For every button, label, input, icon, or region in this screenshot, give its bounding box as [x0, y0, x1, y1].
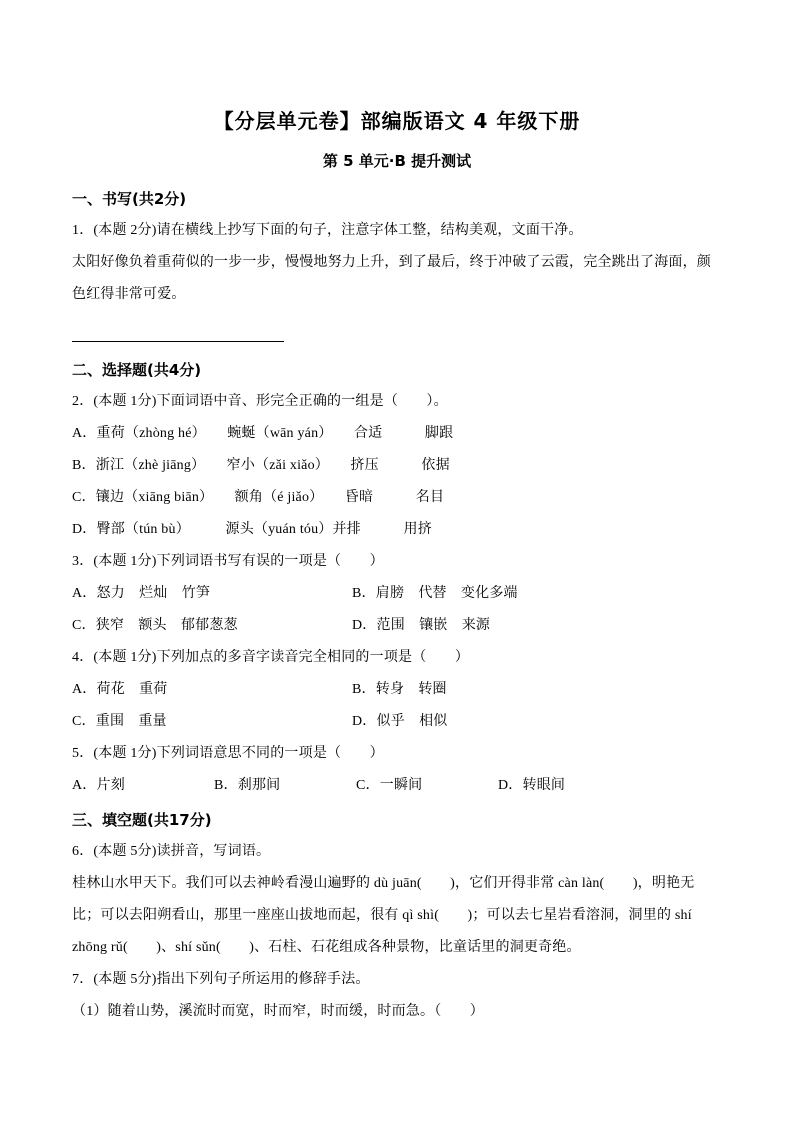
question-5-option-b: B．刹那间 — [214, 777, 281, 793]
page-subtitle: 第 5 单元·B 提升测试 — [322, 152, 472, 170]
question-4-option-c: C．重围 重量 — [72, 713, 167, 729]
question-7-sub-item-1: （1）随着山势，溪流时而宽，时而窄，时而缓，时而急。（ ） — [72, 1003, 484, 1019]
question-4-option-b: B．转身 转圈 — [352, 681, 447, 697]
question-2-option-b: B．浙江（zhè jiāng） 窄小（zǎi xiǎo） 挤压 依据 — [72, 457, 450, 473]
section-2-heading: 二、选择题(共4分) — [72, 360, 202, 379]
question-4-stem: 4．(本题 1分)下列加点的多音字读音完全相同的一项是（ ） — [72, 649, 470, 665]
question-4-option-d: D．似乎 相似 — [352, 713, 448, 729]
question-1-passage: 太阳好像负着重荷似的一步一步，慢慢地努力上升，到了最后，终于冲破了云霞，完全跳出了海面，颜色红得非常可爱。 — [72, 254, 711, 302]
question-4-option-a: A．荷花 重荷 — [72, 681, 168, 697]
page-title: 【分层单元卷】部编版语文 4 年级下册 — [213, 109, 581, 133]
question-2-option-c: C．镶边（xiāng biān） 额角（é jiǎo） 昏暗 名目 — [72, 489, 445, 505]
question-5-option-d: D．转眼间 — [498, 777, 566, 793]
question-5-options-row — [72, 770, 722, 802]
question-5-stem: 5．(本题 1分)下列词语意思不同的一项是（ ） — [72, 745, 384, 761]
question-4-options-row-2 — [72, 706, 722, 738]
question-5-option-a: A．片刻 — [72, 777, 125, 793]
section-3-heading: 三、填空题(共17分) — [72, 810, 212, 829]
question-3-option-c: C．狭窄 额头 郁郁葱葱 — [72, 617, 238, 633]
question-3-option-a: A．怒力 烂灿 竹笋 — [72, 585, 211, 601]
question-1-stem: 1．(本题 2分)请在横线上抄写下面的句子，注意字体工整，结构美观，文面干净。 — [72, 222, 583, 238]
section-1-heading: 一、书写(共2分) — [72, 189, 187, 208]
question-6-stem: 6．(本题 5分)读拼音，写词语。 — [72, 843, 271, 859]
question-2-option-a: A．重荷（zhòng hé） 蜿蜒（wān yán） 合适 脚跟 — [72, 425, 454, 441]
question-3-stem: 3．(本题 1分)下列词语书写有误的一项是（ ） — [72, 553, 384, 569]
question-2-option-d: D．臀部（tún bù） 源头（yuán tóu）并排 用挤 — [72, 521, 432, 537]
question-3-option-d: D．范围 镶嵌 来源 — [352, 617, 491, 633]
question-4-options-row-1 — [72, 674, 722, 706]
question-3-option-b: B．肩膀 代替 变化多端 — [352, 585, 518, 601]
question-7-stem: 7．(本题 5分)指出下列句子所运用的修辞手法。 — [72, 971, 370, 987]
answer-writing-line — [72, 321, 284, 342]
question-6-passage: 桂林山水甲天下。我们可以去神岭看漫山遍野的 dù juān( )，它们开得非常 càn làn( )，明艳无比；可以去阳朔看山，那里一座座山拔地而起，很有 qì shì( )；可以去七星岩看溶洞，洞里的 shí zhōng rǔ( )、shí sǔn( )、石柱、石花组成各种景物，比童话里的洞更奇绝。 — [72, 875, 695, 955]
question-3-options-row-1 — [72, 578, 722, 610]
question-2-stem: 2．(本题 1分)下面词语中音、形完全正确的一组是（ ）。 — [72, 393, 448, 409]
question-3-options-row-2 — [72, 610, 722, 642]
question-5-option-c: C．一瞬间 — [356, 777, 423, 793]
